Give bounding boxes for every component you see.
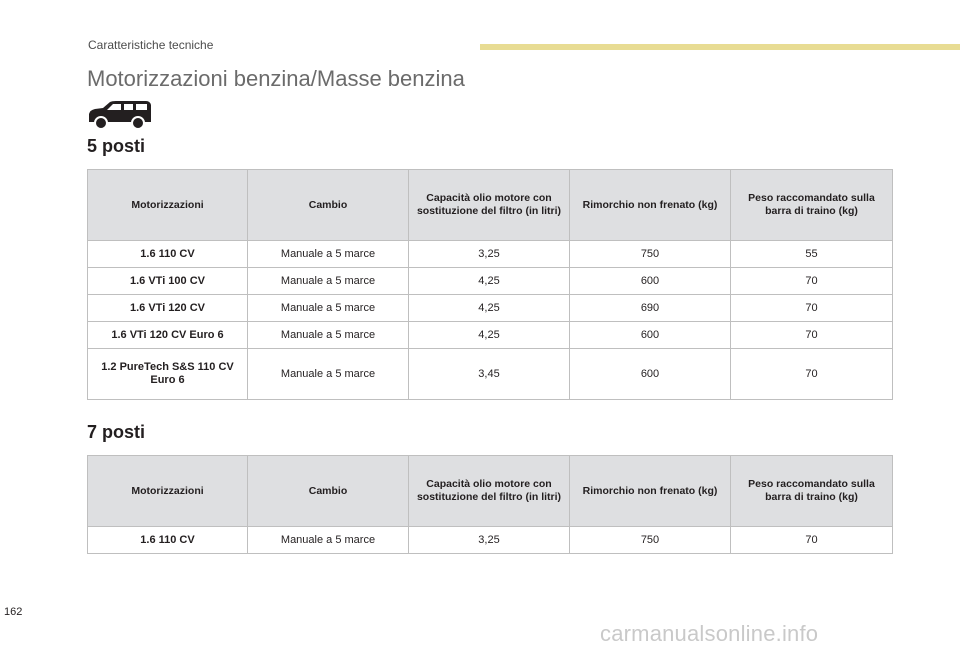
table-row <box>88 268 893 295</box>
col-header-cambio: Cambio <box>248 456 409 527</box>
col-header-cambio: Cambio <box>248 170 409 241</box>
page-number: 162 <box>4 606 23 618</box>
cell-engine: 1.6 VTi 100 CV <box>88 268 248 295</box>
cell-trailer: 600 <box>570 349 731 400</box>
cell-gearbox: Manuale a 5 marce <box>248 322 409 349</box>
col-header-motorizzazioni: Motorizzazioni <box>88 456 248 527</box>
cell-oil-capacity: 3,45 <box>409 349 570 400</box>
cell-engine: 1.6 110 CV <box>88 527 248 554</box>
col-header-peso-barra: Peso raccomandato sulla barra di traino (kg) <box>731 456 893 527</box>
cell-towbar-weight: 55 <box>731 241 893 268</box>
cell-towbar-weight: 70 <box>731 322 893 349</box>
cell-engine: 1.6 110 CV <box>88 241 248 268</box>
cell-gearbox: Manuale a 5 marce <box>248 527 409 554</box>
table-row <box>88 241 893 268</box>
cell-gearbox: Manuale a 5 marce <box>248 349 409 400</box>
cell-oil-capacity: 3,25 <box>409 241 570 268</box>
cell-towbar-weight: 70 <box>731 268 893 295</box>
section-label: Caratteristiche tecniche <box>88 38 214 52</box>
cell-trailer: 750 <box>570 241 731 268</box>
table-row <box>88 527 893 554</box>
cell-trailer: 600 <box>570 322 731 349</box>
table-header-row <box>88 456 893 527</box>
table-row <box>88 295 893 322</box>
cell-oil-capacity: 4,25 <box>409 295 570 322</box>
heading-5-posti: 5 posti <box>87 136 146 156</box>
cell-trailer: 600 <box>570 268 731 295</box>
table-header-row <box>88 170 893 241</box>
heading-7-posti: 7 posti <box>87 422 146 442</box>
cell-oil-capacity: 4,25 <box>409 268 570 295</box>
cell-engine: 1.6 VTi 120 CV <box>88 295 248 322</box>
cell-engine: 1.6 VTi 120 CV Euro 6 <box>88 322 248 349</box>
watermark-text: carmanualsonline.info <box>600 621 819 646</box>
col-header-rimorchio: Rimorchio non frenato (kg) <box>570 456 731 527</box>
cell-towbar-weight: 70 <box>731 295 893 322</box>
col-header-rimorchio: Rimorchio non frenato (kg) <box>570 170 731 241</box>
col-header-capacita-olio: Capacità olio motore con sostituzione del filtro (in litri) <box>409 456 570 527</box>
cell-trailer: 690 <box>570 295 731 322</box>
van-icon <box>86 100 152 130</box>
cell-towbar-weight: 70 <box>731 349 893 400</box>
col-header-motorizzazioni: Motorizzazioni <box>88 170 248 241</box>
cell-gearbox: Manuale a 5 marce <box>248 268 409 295</box>
cell-towbar-weight: 70 <box>731 527 893 554</box>
cell-trailer: 750 <box>570 527 731 554</box>
cell-oil-capacity: 3,25 <box>409 527 570 554</box>
table-row <box>88 349 893 400</box>
table-row <box>88 322 893 349</box>
col-header-peso-barra: Peso raccomandato sulla barra di traino (kg) <box>731 170 893 241</box>
cell-gearbox: Manuale a 5 marce <box>248 241 409 268</box>
table-7-posti <box>87 455 893 554</box>
cell-oil-capacity: 4,25 <box>409 322 570 349</box>
table-5-posti <box>87 169 893 400</box>
page-title: Motorizzazioni benzina/Masse benzina <box>87 66 465 91</box>
header-accent-bar <box>480 44 960 50</box>
col-header-capacita-olio: Capacità olio motore con sostituzione del filtro (in litri) <box>409 170 570 241</box>
cell-gearbox: Manuale a 5 marce <box>248 295 409 322</box>
cell-engine: 1.2 PureTech S&S 110 CV Euro 6 <box>88 349 248 400</box>
